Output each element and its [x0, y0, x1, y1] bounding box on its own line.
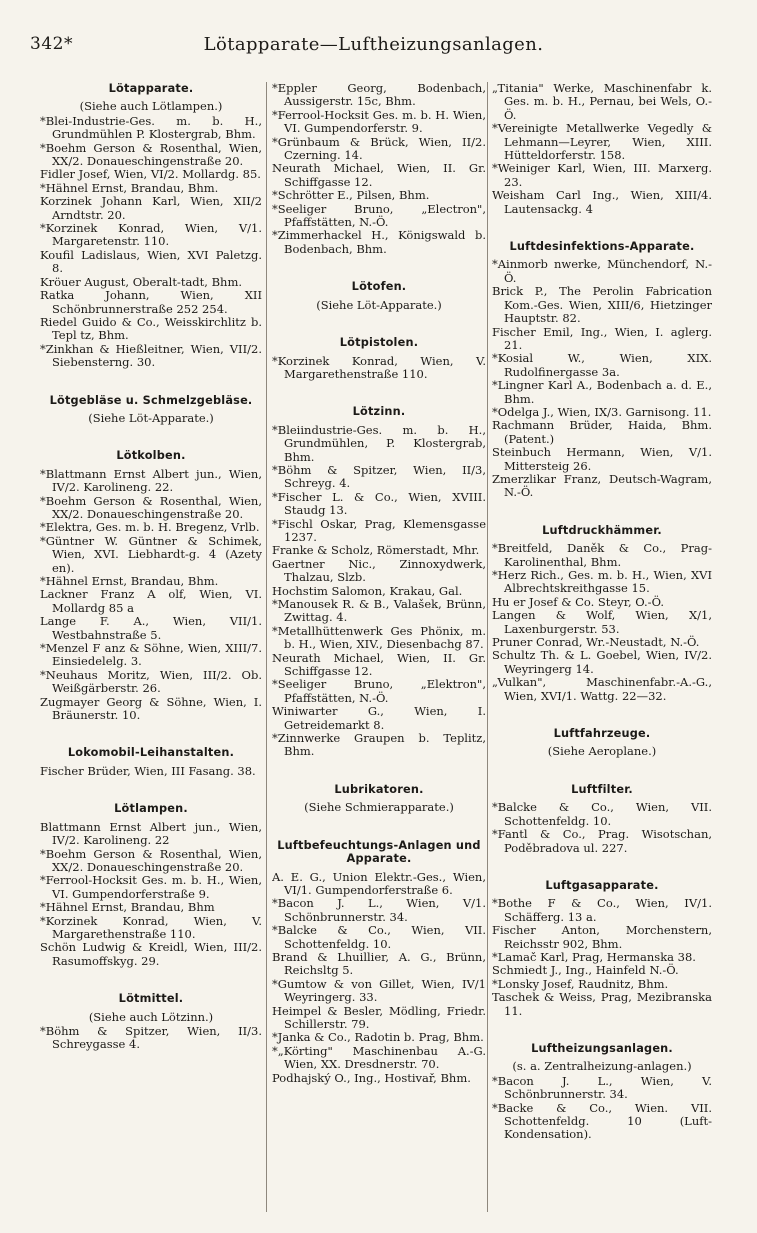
section-heading: Lötmittel. — [118, 992, 184, 1006]
page-number: 342* — [30, 34, 73, 54]
directory-entry: *Balcke & Co., Wien, VII. Schottenfeldg. 10. — [492, 800, 712, 828]
directory-entry: Fischer Anton, Morchenstern, Reichsstr 902, Bhm. — [492, 923, 712, 951]
directory-entry: *Böhm & Spitzer, Wien, II/3, Schreyg. 4. — [272, 462, 486, 491]
directory-entry: *Lamač Karl, Prag, Hermanska 38. — [492, 949, 696, 964]
directory-entry: Riedel Guido & Co., Weisskirchlitz b. Tepl tz, Bhm. — [40, 314, 262, 343]
section-heading: Lötpistolen. — [339, 336, 419, 350]
directory-entry: Hu er Josef & Co. Steyr, O.-Ö. — [492, 594, 664, 609]
directory-entry: *Vereinigte Metallwerke Vegedly & Lehmann—Leyrer, Wien, XIII. Hütteldorferstr. 158. — [492, 121, 712, 163]
directory-entry: Lackner Franz A olf, Wien, VI. Mollardg 85 a — [40, 587, 262, 615]
directory-entry: Blattmann Ernst Albert jun., Wien, IV/2. Karolineng. 22 — [40, 819, 262, 848]
section-heading: Lötzinn. — [352, 405, 406, 419]
directory-entry: *Zinnwerke Graupen b. Teplitz, Bhm. — [272, 731, 486, 759]
directory-entry: *Backe & Co., Wien. VII. Schottenfeldg. 10 (Luft-Kondensation). — [492, 1100, 712, 1142]
directory-entry: Pruner Conrad, Wr.-Neustadt, N.-Ö. — [492, 635, 700, 650]
section-reference: (s. a. Zentralheizung-anlagen.) — [512, 1059, 692, 1074]
directory-entry: *Lingner Karl A., Bodenbach a. d. E., Bhm. — [492, 378, 712, 406]
directory-entry: *Breitfeld, Daněk & Co., Prag-Karolinenthal, Bhm. — [492, 541, 712, 569]
section-reference: (Siehe Löt-Apparate.) — [88, 410, 214, 425]
directory-entry: *Metallhüttenwerk Ges Phönix, m. b. H., Wien, XIV., Diesenbachg 87. — [272, 623, 486, 652]
directory-entry: *Boehm Gerson & Rosenthal, Wien, XX/2. Donaueschingenstraße 20. — [40, 493, 262, 521]
section-heading: Luftdruckhämmer. — [542, 523, 662, 537]
section-reference: (Siehe Schmierapparate.) — [304, 800, 454, 815]
section-heading: Luftgasapparate. — [545, 878, 659, 892]
directory-entry: *Zimmerhackel H., Königswald b. Bodenbach, Bhm. — [272, 228, 486, 256]
directory-entry: *Zinkhan & Hießleitner, Wien, VII/2. Siebensterng. 30. — [40, 341, 262, 370]
directory-entry: *Hähnel Ernst, Brandau, Bhm. — [40, 574, 219, 588]
directory-entry: Ratka Johann, Wien, XII Schönbrunnerstraße 252 254. — [40, 288, 262, 316]
section-heading: Lubrikatoren. — [334, 782, 424, 796]
directory-entry: Schön Ludwig & Kreidl, Wien, III/2. Rasumoffskyg. 29. — [40, 940, 262, 968]
directory-entry: Kröuer August, Oberalt-tadt, Bhm. — [40, 274, 243, 289]
directory-entry: *Boehm Gerson & Rosenthal, Wien, XX/2. Donaueschingenstraße 20. — [40, 140, 262, 169]
column-divider — [266, 82, 267, 1212]
directory-entry: Schmiedt J., Ing., Hainfeld N.-Ö. — [492, 963, 679, 978]
page-header — [30, 34, 717, 60]
directory-entry: Franke & Scholz, Römerstadt, Mhr. — [272, 543, 480, 558]
directory-entry: Neurath Michael, Wien, II. Gr. Schiffgasse 12. — [272, 650, 486, 679]
directory-entry: *Janka & Co., Radotin b. Prag, Bhm. — [272, 1030, 484, 1045]
directory-entry: *Grünbaum & Brück, Wien, II/2. Czerning. 14. — [272, 134, 486, 163]
directory-entry: *Bacon J. L., Wien, V/1. Schönbrunnerstr. 34. — [272, 896, 486, 924]
directory-entry: *Lonsky Josef, Raudnitz, Bhm. — [492, 976, 669, 991]
section-heading: Luftfahrzeuge. — [553, 727, 651, 741]
directory-entry: Brand & Lhuillier, A. G., Brünn, Reichsltg 5. — [272, 949, 486, 978]
section-heading: Luftdesinfektions-Apparate. — [509, 240, 695, 254]
section-reference: (Siehe auch Lötzinn.) — [88, 1009, 214, 1024]
directory-entry: *Neuhaus Moritz, Wien, III/2. Ob. Weißgärberstr. 26. — [40, 667, 262, 696]
directory-entry: *Kosial W., Wien, XIX. Rudolfinergasse 3a. — [492, 351, 712, 379]
directory-entry: Fidler Josef, Wien, VI/2. Mollardg. 85. — [40, 167, 261, 182]
directory-entry: *Fischer L. & Co., Wien, XVIII. Staudg 13. — [272, 489, 486, 518]
column-2 — [272, 82, 486, 1232]
directory-entry: „Titania" Werke, Maschinenfabr k. Ges. m. b. H., Pernau, bei Wels, O.-Ö. — [492, 82, 712, 122]
column-1 — [40, 82, 262, 1232]
directory-entry: Podhajský O., Ing., Hostivař, Bhm. — [272, 1070, 471, 1085]
directory-entry: *Ferrool-Hocksit Ges. m. b. H. Wien, VI. Gumpendorferstr. 9. — [272, 107, 486, 136]
section-heading: Lokomobil-Leihanstalten. — [67, 746, 235, 760]
directory-entry: *Bothe F & Co., Wien, IV/1. Schäfferg. 13 a. — [492, 896, 712, 924]
directory-entry: *Elektra, Ges. m. b. H. Bregenz, Vrlb. — [40, 520, 260, 535]
directory-entry: Heimpel & Besler, Mödling, Friedr. Schillerstr. 79. — [272, 1003, 486, 1031]
directory-entry: Steinbuch Hermann, Wien, V/1. Mittersteig 26. — [492, 445, 712, 473]
directory-entry: *Eppler Georg, Bodenbach, Aussigerstr. 15c, Bhm. — [272, 82, 486, 109]
directory-entry: Taschek & Weiss, Prag, Mezibranska 11. — [492, 990, 712, 1018]
directory-entry: *Hähnel Ernst, Brandau, Bhm. — [40, 180, 219, 195]
directory-entry: Zugmayer Georg & Söhne, Wien, I. Bräunerstr. 10. — [40, 694, 262, 723]
section-heading: Lötkolben. — [116, 449, 186, 463]
directory-entry: *Korzinek Konrad, Wien, V/1. Margaretenstr. 110. — [40, 221, 262, 249]
column-3 — [492, 82, 712, 1232]
directory-entry: Gaertner Nic., Zinnoxydwerk, Thalzau, Slzb. — [272, 556, 486, 585]
directory-entry: Korzinek Johann Karl, Wien, XII/2 Arndtstr. 20. — [40, 194, 262, 222]
directory-entry: Winiwarter G., Wien, I. Getreidemarkt 8. — [272, 704, 486, 732]
section-heading: Luftbefeuchtungs-Anlagen und Apparate. — [277, 838, 481, 866]
directory-entry: A. E. G., Union Elektr.-Ges., Wien, VI/1. Gumpendorferstraße 6. — [272, 869, 486, 897]
directory-entry: *Bacon J. L., Wien, V. Schönbrunnerstr. 34. — [492, 1073, 712, 1102]
directory-entry: *„Körting" Maschinenbau A.-G. Wien, XX. Dresdnerstr. 70. — [272, 1043, 486, 1072]
directory-entry: *Fantl & Co., Prag. Wisotschan, Poděbradova ul. 227. — [492, 827, 712, 855]
section-heading: Lötgebläse u. Schmelzgebläse. — [49, 393, 253, 407]
section-heading: Lötlampen. — [114, 802, 188, 816]
directory-entry: „Vulkan", Maschinenfabr.-A.-G., Wien, XVI/1. Wattg. 22—32. — [492, 675, 712, 703]
directory-entry: Koufil Ladislaus, Wien, XVI Paletzg. 8. — [40, 247, 262, 276]
directory-entry: Brick P., The Perolin Fabrication Kom.-Ges. Wien, XIII/6, Hietzinger Hauptstr. 82. — [492, 284, 712, 326]
directory-entry: *Ferrool-Hocksit Ges. m. b. H., Wien, VI. Gumpendorferstraße 9. — [40, 873, 262, 901]
directory-entry: Lange F. A., Wien, VII/1. Westbahnstraße 5. — [40, 614, 262, 642]
directory-entry: *Korzinek Konrad, Wien, V. Margarethenstraße 110. — [40, 913, 262, 941]
directory-entry: *Gumtow & von Gillet, Wien, IV/1 Weyringerg. 33. — [272, 976, 486, 1005]
directory-entry: *Schrötter E., Pilsen, Bhm. — [272, 188, 430, 203]
directory-entry: *Fischl Oskar, Prag, Klemensgasse 1237. — [272, 516, 486, 544]
directory-entry: *Güntner W. Güntner & Schimek, Wien, XVI. Liebhardt-g. 4 (Azety en). — [40, 533, 262, 575]
directory-entry: *Weiniger Karl, Wien, III. Marxerg. 23. — [492, 161, 712, 189]
directory-entry: *Menzel F anz & Söhne, Wien, XIII/7. Einsiedelelg. 3. — [40, 641, 262, 669]
section-reference: (Siehe auch Lötlampen.) — [79, 99, 223, 114]
column-divider — [487, 82, 488, 1212]
directory-entry: *Balcke & Co., Wien, VII. Schottenfeldg. 10. — [272, 923, 486, 951]
directory-entry: Fischer Emil, Ing., Wien, I. aglerg. 21. — [492, 324, 712, 352]
section-reference: (Siehe Löt-Apparate.) — [316, 297, 442, 312]
directory-entry: Weisham Carl Ing., Wien, XIII/4. Lautensackg. 4 — [492, 188, 712, 216]
directory-entry: *Herz Rich., Ges. m. b. H., Wien, XVI Albrechtskreithgasse 15. — [492, 568, 712, 596]
running-title: Lötapparate—Luftheizungsanlagen. — [203, 34, 544, 55]
directory-entry: *Seeliger Bruno, „Electron", Pfaffstätten, N.-Ö. — [272, 201, 486, 230]
directory-entry: Neurath Michael, Wien, II. Gr. Schiffgasse 12. — [272, 161, 486, 189]
section-heading: Luftfilter. — [571, 782, 633, 796]
directory-entry: *Böhm & Spitzer, Wien, II/3. Schreygasse 4. — [40, 1023, 262, 1052]
directory-entry: Schultz Th. & L. Goebel, Wien, IV/2. Weyringerg 14. — [492, 648, 712, 676]
directory-entry: Zmerzlikar Franz, Deutsch-Wagram, N.-Ö. — [492, 471, 712, 500]
directory-entry: *Hähnel Ernst, Brandau, Bhm — [40, 900, 215, 915]
directory-entry: *Boehm Gerson & Rosenthal, Wien, XX/2. Donaueschingenstraße 20. — [40, 846, 262, 874]
directory-entry: Langen & Wolf, Wien, X/1, Laxenburgerstr. 53. — [492, 608, 712, 636]
directory-entry: *Korzinek Konrad, Wien, V. Margarethenstraße 110. — [272, 353, 486, 381]
directory-entry: *Odelga J., Wien, IX/3. Garnisong. 11. — [492, 404, 712, 419]
section-heading: Luftheizungsanlagen. — [531, 1041, 673, 1055]
directory-entry: Hochstim Salomon, Krakau, Gal. — [272, 583, 463, 598]
section-heading: Lötofen. — [351, 280, 407, 294]
directory-entry: *Blattmann Ernst Albert jun., Wien, IV/2. Karolineng. 22. — [40, 466, 262, 495]
directory-entry: *Ainmorb nwerke, Münchendorf, N.-Ö. — [492, 257, 712, 285]
directory-entry: Fischer Brüder, Wien, III Fasang. 38. — [40, 763, 256, 778]
directory-entry: *Manousek R. & B., Valašek, Brünn, Zwittag. 4. — [272, 597, 486, 625]
section-heading: Lötapparate. — [108, 82, 194, 95]
section-reference: (Siehe Aeroplane.) — [547, 744, 657, 759]
directory-entry: *Bleiindustrie-Ges. m. b. H., Grundmühlen, P. Klostergrab, Bhm. — [272, 422, 486, 464]
directory-entry: Rachmann Brüder, Haida, Bhm. (Patent.) — [492, 418, 712, 446]
directory-entry: *Seeliger Bruno, „Elektron", Pfaffstätten, N.-Ö. — [272, 677, 486, 705]
directory-entry: *Blei-Industrie-Ges. m. b. H., Grundmühlen P. Klostergrab, Bhm. — [40, 113, 262, 142]
